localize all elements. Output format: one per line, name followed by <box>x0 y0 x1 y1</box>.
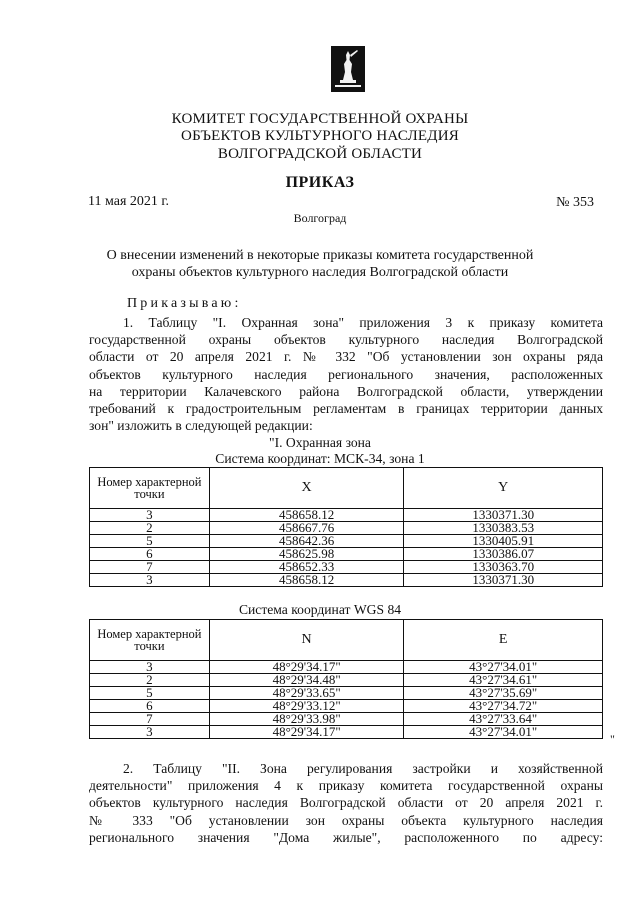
table-wgs84 <box>89 619 603 739</box>
cell-n: 48°29'34.17" <box>209 726 404 739</box>
cell-e: 43°27'35.69" <box>404 687 603 700</box>
cell-n: 48°29'34.48" <box>209 674 404 687</box>
paragraph-1-line: на территории Калачевского района Волгоградской области, утверждении <box>89 383 603 399</box>
zone-title: "I. Охранная зона <box>269 435 371 450</box>
paragraph-1-line: требований к градостроительным регламентам в границах территории данных <box>89 401 603 417</box>
cell-point: 3 <box>90 726 210 739</box>
table-row <box>90 726 603 739</box>
cell-y: 1330363.70 <box>404 561 603 574</box>
cell-x: 458642.36 <box>209 535 404 548</box>
preamble: Приказываю: <box>127 296 242 311</box>
cell-e: 43°27'34.61" <box>404 674 603 687</box>
cell-x: 458667.76 <box>209 522 404 535</box>
cell-point: 6 <box>90 548 210 561</box>
order-subject <box>0 247 640 281</box>
table-header-row <box>90 468 603 509</box>
closing-quote: " <box>610 732 615 746</box>
paragraph-2 <box>89 760 603 846</box>
table-msk34 <box>89 467 603 587</box>
header-e: E <box>404 620 603 661</box>
table-header-row <box>90 620 603 661</box>
order-number: № 353 <box>556 195 594 210</box>
table2-caption: Система координат WGS 84 <box>238 602 402 617</box>
paragraph-2-line: деятельности" приложения 4 к приказу комитета государственной охраны <box>89 778 603 794</box>
cell-e: 43°27'34.72" <box>404 700 603 713</box>
paragraph-2-line: № 333 "Об установлении зон охраны объекта культурного наследия <box>89 812 603 828</box>
subject-line-1: О внесении изменений в некоторые приказы комитета государственной <box>106 248 534 263</box>
cell-y: 1330405.91 <box>404 535 603 548</box>
paragraph-2-line: объектов культурного наследия Волгоградской области от 20 апреля 2021 г. <box>89 795 603 811</box>
city: Волгоград <box>293 211 347 225</box>
cell-n: 48°29'34.17" <box>209 661 404 674</box>
cell-y: 1330386.07 <box>404 548 603 561</box>
order-date: 11 мая 2021 г. <box>88 194 170 209</box>
header-n: N <box>209 620 404 661</box>
cell-x: 458658.12 <box>209 509 404 522</box>
cell-point: 7 <box>90 713 210 726</box>
org-line-2: ОБЪЕКТОВ КУЛЬТУРНОГО НАСЛЕДИЯ <box>181 128 459 144</box>
cell-x: 458652.33 <box>209 561 404 574</box>
cell-n: 48°29'33.65" <box>209 687 404 700</box>
cell-point: 6 <box>90 700 210 713</box>
table-row <box>90 574 603 587</box>
subject-line-2: охраны объектов культурного наследия Волгоградской области <box>131 265 509 280</box>
paragraph-1-line: государственной охраны объектов культурного наследия Волгоградской <box>89 332 603 348</box>
cell-point: 5 <box>90 535 210 548</box>
org-line-3: ВОЛГОГРАДСКОЙ ОБЛАСТИ <box>217 146 423 162</box>
cell-y: 1330371.30 <box>404 509 603 522</box>
cell-y: 1330371.30 <box>404 574 603 587</box>
cell-x: 458658.12 <box>209 574 404 587</box>
cell-point: 2 <box>90 674 210 687</box>
paragraph-1-line: объектов культурного наследия регионального значения, расположенных <box>89 366 603 382</box>
paragraph-1-line: области от 20 апреля 2021 г. № 332 "Об установлении зон охраны ряда <box>89 349 603 365</box>
cell-x: 458625.98 <box>209 548 404 561</box>
cell-e: 43°27'34.01" <box>404 726 603 739</box>
paragraph-2-line: регионального значения "Дома жилые", расположенного по адресу: <box>89 829 603 845</box>
volgograd-coat-of-arms-emblem <box>331 46 365 92</box>
cell-e: 43°27'34.01" <box>404 661 603 674</box>
paragraph-2-line: 2. Таблицу "II. Зона регулирования застройки и хозяйственной <box>123 761 603 776</box>
header-point-number: Номер характерной точки <box>90 468 210 509</box>
table1-caption: Система координат: МСК-34, зона 1 <box>215 451 425 466</box>
org-line-1: КОМИТЕТ ГОСУДАРСТВЕННОЙ ОХРАНЫ <box>171 111 469 127</box>
cell-y: 1330383.53 <box>404 522 603 535</box>
cell-point: 3 <box>90 574 210 587</box>
cell-point: 7 <box>90 561 210 574</box>
paragraph-1-line: зон" изложить в следующей редакции: <box>89 418 313 434</box>
cell-point: 2 <box>90 522 210 535</box>
header-x: X <box>209 468 404 509</box>
document-type: ПРИКАЗ <box>285 174 355 191</box>
header-y: Y <box>404 468 603 509</box>
cell-point: 3 <box>90 509 210 522</box>
cell-e: 43°27'33.64" <box>404 713 603 726</box>
cell-point: 3 <box>90 661 210 674</box>
cell-n: 48°29'33.12" <box>209 700 404 713</box>
paragraph-1-line: 1. Таблицу "I. Охранная зона" приложения 3 к приказу комитета <box>123 315 603 330</box>
paragraph-1 <box>89 314 603 434</box>
cell-point: 5 <box>90 687 210 700</box>
cell-n: 48°29'33.98" <box>209 713 404 726</box>
header-point-number: Номер характерной точки <box>90 620 210 661</box>
